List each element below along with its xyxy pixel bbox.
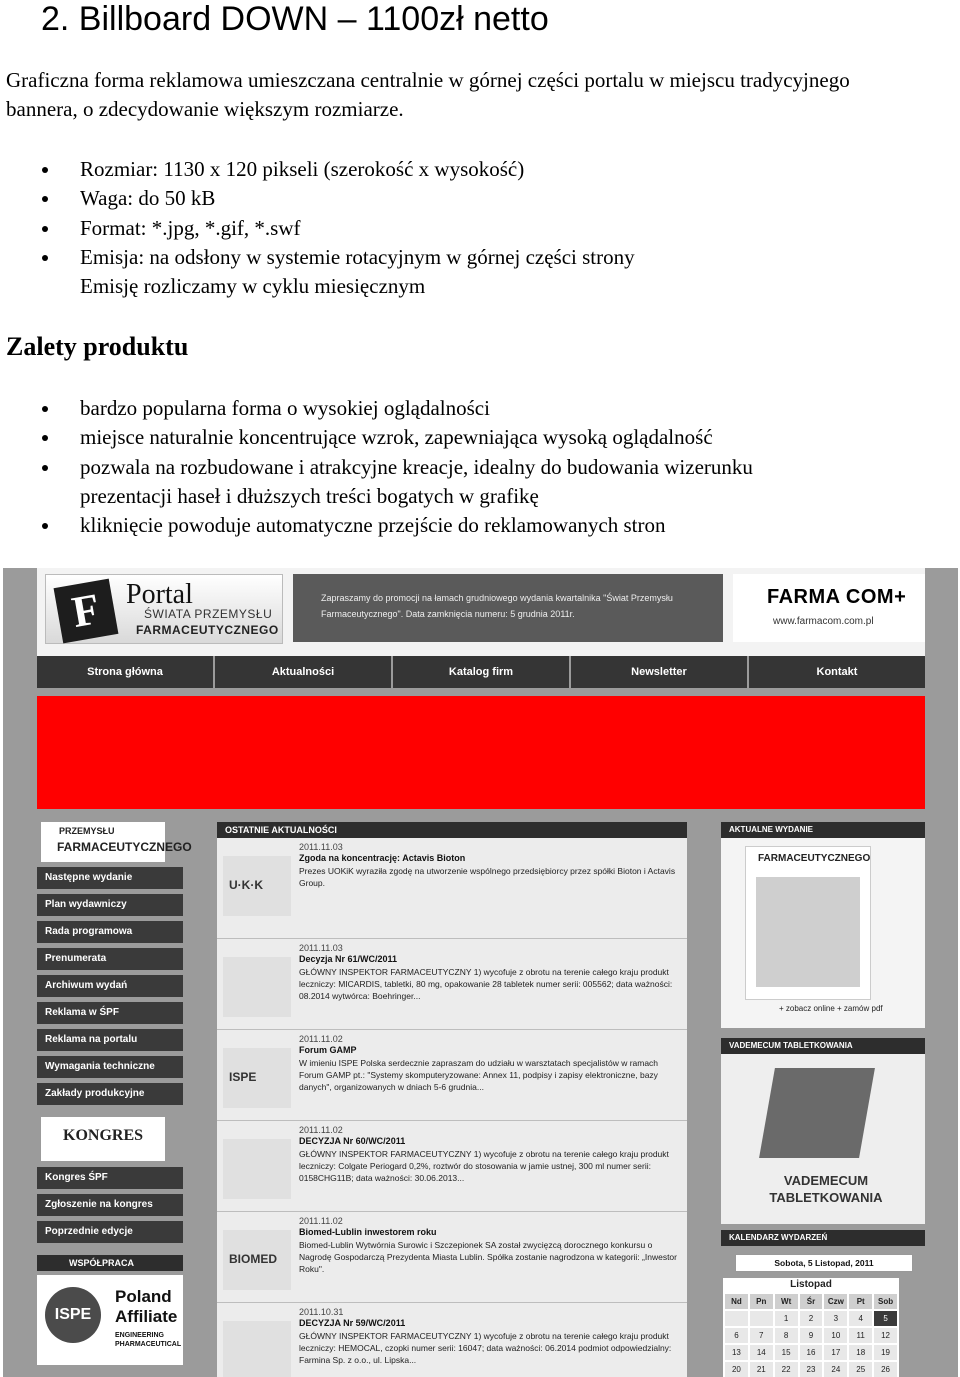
news-list [217, 838, 687, 1377]
page-title: 2. Billboard DOWN – 1100zł netto [41, 0, 549, 38]
calendar-day[interactable]: 10 [824, 1328, 847, 1343]
bullet-icon [42, 465, 48, 471]
news-item[interactable] [217, 939, 687, 1030]
calendar-day[interactable]: 6 [725, 1328, 748, 1343]
bullet-icon [42, 435, 48, 441]
sidebar-item[interactable]: Reklama w ŚPF [37, 1002, 183, 1024]
news-thumbnail-label: ISPE [229, 1070, 257, 1084]
nav-item-1[interactable]: Aktualności [215, 656, 393, 688]
calendar-date-selector[interactable]: Sobota, 5 Listopad, 2011 [735, 1254, 913, 1272]
promo-text: Zapraszamy do promocji na łamach grudniowego wydania kwartalnika "Świat Przemysłu Farmaceutycznego". Data zamknięcia numeru: 5 grudnia 2011r. [321, 593, 673, 619]
news-date: 2011.11.02 [299, 1216, 343, 1226]
calendar-day[interactable]: 23 [800, 1362, 823, 1377]
logo-text-line3: FARMACEUTYCZNEGO [136, 623, 279, 637]
news-body: Biomed-Lublin Wytwórnia Surowic i Szczepionek SA został zwycięzcą dorocznego konkursu o Nagrodę Gospodarczą Prezydenta Miasta Lublin. Spółka zostanie nagrodzona w kategorii: „Inwestor Roku". [299, 1240, 677, 1274]
kongres-logo[interactable] [41, 1117, 165, 1161]
sidebar-item[interactable]: Następne wydanie [37, 867, 183, 889]
calendar-day-name: Nd [725, 1294, 748, 1309]
news-head[interactable]: Decyzja Nr 61/WC/2011 [299, 954, 398, 964]
calendar-day[interactable]: 14 [750, 1345, 773, 1360]
news-head[interactable]: DECYZJA Nr 60/WC/2011 [299, 1136, 406, 1146]
calendar-day[interactable]: 3 [824, 1311, 847, 1326]
bullet-icon [42, 226, 48, 232]
ispe-line4: PHARMACEUTICAL [115, 1341, 182, 1348]
news-head[interactable]: Forum GAMP [299, 1045, 357, 1055]
intro-paragraph: Graficzna forma reklamowa umieszczana centralnie w górnej części portalu w miejscu tradycyjnego bannera, o zdecydowanie większym rozmiarze. [6, 68, 850, 121]
news-thumbnail-label: U·K·K [229, 878, 263, 892]
calendar-day-name: Pn [750, 1294, 773, 1309]
list-item-text: Rozmiar: 1130 x 120 pikseli (szerokość x wysokość) [80, 157, 525, 181]
list-item [0, 511, 940, 540]
calendar-day[interactable]: 22 [775, 1362, 798, 1377]
bullet-icon [42, 167, 48, 173]
list-item-text: pozwala na rozbudowane i atrakcyjne kreacje, idealny do budowania wizerunku [80, 454, 753, 479]
news-head[interactable]: DECYZJA Nr 59/WC/2011 [299, 1318, 406, 1328]
list-item [0, 184, 940, 213]
benefits-list [0, 394, 940, 540]
calendar-day [725, 1311, 748, 1326]
farmacom-logo: FARMA COM+ [767, 586, 907, 608]
list-item-text: Emisja: na odsłony w systemie rotacyjnym w górnej części strony [80, 244, 635, 269]
sidebar-item[interactable]: Prenumerata [37, 948, 183, 970]
ispe-title [115, 1287, 177, 1327]
logo-text-line2: ŚWIATA PRZEMYSŁU [144, 607, 273, 621]
kongres-label: KONGRES [63, 1127, 144, 1144]
bullet-icon [42, 255, 48, 261]
list-item-text: Format: *.jpg, *.gif, *.swf [80, 215, 301, 240]
calendar-day[interactable]: 24 [824, 1362, 847, 1377]
nav-item-2[interactable]: Katalog firm [393, 656, 571, 688]
news-head[interactable]: Biomed-Lublin inwestorem roku [299, 1227, 437, 1237]
calendar-day[interactable]: 12 [874, 1328, 897, 1343]
news-body: GŁÓWNY INSPEKTOR FARMACEUTYCZNY 1) wycofuje z obrotu na terenie całego kraju produkt leczniczy: Colgate Periogard 0,2%, roztwór do stosowania w jamie ustnej, 300 ml numer serii: 0158CHG11B; data ważności: 30.06.2013... [299, 1149, 669, 1183]
sidebar-item[interactable]: Reklama na portalu [37, 1029, 183, 1051]
nav-item-3[interactable]: Newsletter [571, 656, 749, 688]
main-nav [37, 656, 925, 688]
magazine-cover-title: FARMACEUTYCZNEGO [758, 853, 871, 864]
calendar-day[interactable]: 26 [874, 1362, 897, 1377]
portal-logo[interactable] [45, 574, 283, 644]
list-item-text: bardzo popularna forma o wysokiej oglądalności [80, 396, 490, 420]
news-head[interactable]: Zgoda na koncentrację: Actavis Bioton [299, 853, 466, 863]
news-body: GŁÓWNY INSPEKTOR FARMACEUTYCZNY 1) wycofuje z obrotu na terenie całego kraju produkt leczniczy: MICARDIS, tabletki, 80 mg, opakowanie 28 tabletek numer serii: 005562; data ważności: 08.2014 wytwórca: Boehringer... [299, 967, 673, 1001]
news-body: W imieniu ISPE Polska serdecznie zapraszam do udziału w warsztatach specjalistów w ramach Forum GAMP pt.: "Systemy skomputeryzowane: Annex 11, podpisy i zapisy elektroniczne, bazy danych", organizowanych w dniach 5-6 grudnia... [299, 1058, 659, 1092]
current-issue-heading: AKTUALNE WYDANIE [721, 822, 925, 838]
ispe-subtitle [115, 1331, 181, 1349]
book-icon [759, 1068, 875, 1158]
portal-header [37, 568, 925, 656]
sidebar-item[interactable]: Rada programowa [37, 921, 183, 943]
sidebar-item[interactable]: Plan wydawniczy [37, 894, 183, 916]
sidebar-menu-kongres [37, 1167, 183, 1243]
nav-item-4[interactable]: Kontakt [816, 666, 858, 678]
vademecum-heading: VADEMECUM TABLETKOWANIA [721, 1038, 925, 1054]
news-item[interactable] [217, 1303, 687, 1377]
ispe-line2: Affiliate [115, 1307, 178, 1326]
ispe-circle: ISPE [45, 1287, 101, 1343]
news-body: GŁÓWNY INSPEKTOR FARMACEUTYCZNY 1) wycofuje z obrotu na terenie całego kraju produkt leczniczy: HEMOCAL, czopki numer serii: 16047; data ważności: 06.2014 podmiot odpowiedzialny: Farmina Sp. z o.o., ul. Lipska... [299, 1331, 672, 1365]
calendar-day[interactable]: 15 [775, 1345, 798, 1360]
news-thumbnail [223, 957, 291, 1017]
news-date: 2011.11.02 [299, 1125, 343, 1135]
calendar-day[interactable]: 7 [750, 1328, 773, 1343]
magazine-cover[interactable] [745, 846, 871, 1000]
calendar-day-name: Pt [849, 1294, 872, 1309]
calendar-grid [723, 1292, 899, 1377]
billboard-ad-placeholder[interactable] [37, 696, 925, 809]
ispe-line1: Poland [115, 1287, 172, 1306]
news-thumbnail [223, 1321, 291, 1377]
calendar-month: Listopad [790, 1279, 832, 1290]
calendar-day [750, 1311, 773, 1326]
right-sidebar [721, 822, 925, 1377]
calendar-day[interactable]: 8 [775, 1328, 798, 1343]
bullet-icon [42, 196, 48, 202]
news-thumbnail [223, 856, 291, 916]
calendar-day[interactable]: 20 [725, 1362, 748, 1377]
news-thumbnail-label: BIOMED [229, 1252, 277, 1266]
news-date: 2011.11.02 [299, 1034, 343, 1044]
sidebar-item[interactable]: Wymagania techniczne [37, 1056, 183, 1078]
list-item-text: Emisję rozliczamy w cyklu miesięcznym [80, 274, 426, 299]
news-body: Prezes UOKiK wyraziła zgodę na utworzenie wspólnego przedsiębiorcy przez spółki Bioton i Actavis Group. [299, 866, 676, 888]
list-item [0, 394, 940, 423]
news-heading: OSTATNIE AKTUALNOŚCI [217, 822, 687, 838]
cooperation-heading: WSPÓŁPRACA [37, 1255, 183, 1271]
portal-screenshot [3, 568, 958, 1377]
bullet-icon [42, 523, 48, 529]
sidebar-item[interactable]: Kongres ŚPF [37, 1167, 183, 1189]
news-column [217, 822, 687, 1377]
logo-text-portal: Portal [126, 579, 193, 610]
list-item [0, 155, 940, 184]
calendar-day-name: Sob [874, 1294, 897, 1309]
calendar-day[interactable]: 18 [849, 1345, 872, 1360]
news-item[interactable] [217, 1121, 687, 1212]
calendar-day-name: Wt [775, 1294, 798, 1309]
calendar-day[interactable]: 4 [849, 1311, 872, 1326]
news-thumbnail [223, 1230, 291, 1290]
calendar-heading: KALENDARZ WYDARZEŃ [721, 1230, 925, 1246]
calendar-day[interactable]: 25 [849, 1362, 872, 1377]
news-item[interactable] [217, 838, 687, 939]
spec-list [0, 155, 940, 301]
f-logo-icon: F [54, 579, 119, 644]
calendar-day[interactable]: 13 [725, 1345, 748, 1360]
farmacom-url: www.farmacom.com.pl [773, 616, 874, 627]
calendar-day[interactable]: 21 [750, 1362, 773, 1377]
news-date: 2011.11.03 [299, 842, 343, 852]
news-item[interactable] [217, 1212, 687, 1303]
list-item [0, 272, 940, 301]
calendar-day-name: Śr [800, 1294, 823, 1309]
current-issue [721, 838, 925, 1028]
ispe-line3: ENGINEERING [115, 1332, 165, 1339]
ispe-affiliate-logo[interactable] [37, 1275, 183, 1365]
sidebar-item[interactable]: Zakłady produkcyjne [37, 1083, 183, 1105]
calendar-day[interactable]: 5 [874, 1311, 897, 1326]
list-item-text: prezentacji haseł i dłuższych treści bogatych w grafikę [80, 483, 539, 508]
news-thumbnail [223, 1139, 291, 1199]
news-item[interactable] [217, 1030, 687, 1121]
vademecum-promo[interactable] [721, 1054, 925, 1224]
list-item-text: miejsce naturalnie koncentrujące wzrok, zapewniająca wysoką oglądalność [80, 425, 713, 450]
calendar-day[interactable]: 1 [775, 1311, 798, 1326]
list-item-text: Waga: do 50 kB [80, 186, 216, 211]
list-item-text: kliknięcie powoduje automatyczne przejście do reklamowanych stron [80, 513, 666, 538]
sidebar-item[interactable]: Poprzednie edycje [37, 1221, 183, 1243]
bullet-icon [42, 406, 48, 412]
calendar-day[interactable]: 2 [800, 1311, 823, 1326]
left-sidebar [37, 822, 192, 1365]
sidebar-item[interactable]: Zgłoszenie na kongres [37, 1194, 183, 1216]
nav-item-0[interactable]: Strona główna [37, 656, 215, 688]
vademecum-title: VADEMECUM TABLETKOWANIA [769, 1173, 883, 1205]
news-date: 2011.10.31 [299, 1307, 344, 1317]
farmacom-ad[interactable] [733, 574, 925, 642]
calendar-day[interactable]: 9 [800, 1328, 823, 1343]
sidebar-logo-line1: PRZEMYSŁU [59, 826, 115, 836]
sidebar-magazine-logo[interactable] [41, 822, 192, 862]
magazine-links[interactable]: + zobacz online + zamów pdf [779, 1004, 883, 1013]
sidebar-logo-line2: FARMACEUTYCZNEGO [57, 840, 192, 854]
calendar-day[interactable]: 17 [824, 1345, 847, 1360]
benefits-heading: Zalety produktu [6, 332, 189, 361]
magazine-cover-image [756, 877, 860, 987]
list-item [0, 453, 940, 482]
sidebar-menu [37, 867, 183, 1105]
calendar-day[interactable]: 19 [874, 1345, 897, 1360]
calendar-day[interactable]: 11 [849, 1328, 872, 1343]
news-thumbnail [223, 1048, 291, 1108]
news-date: 2011.11.03 [299, 943, 343, 953]
list-item [0, 482, 940, 511]
list-item [0, 243, 940, 272]
calendar [723, 1278, 899, 1377]
calendar-day-name: Czw [824, 1294, 847, 1309]
list-item [0, 214, 940, 243]
sidebar-item[interactable]: Archiwum wydań [37, 975, 183, 997]
calendar-day[interactable]: 16 [800, 1345, 823, 1360]
list-item [0, 423, 940, 452]
promo-banner[interactable] [293, 574, 723, 642]
